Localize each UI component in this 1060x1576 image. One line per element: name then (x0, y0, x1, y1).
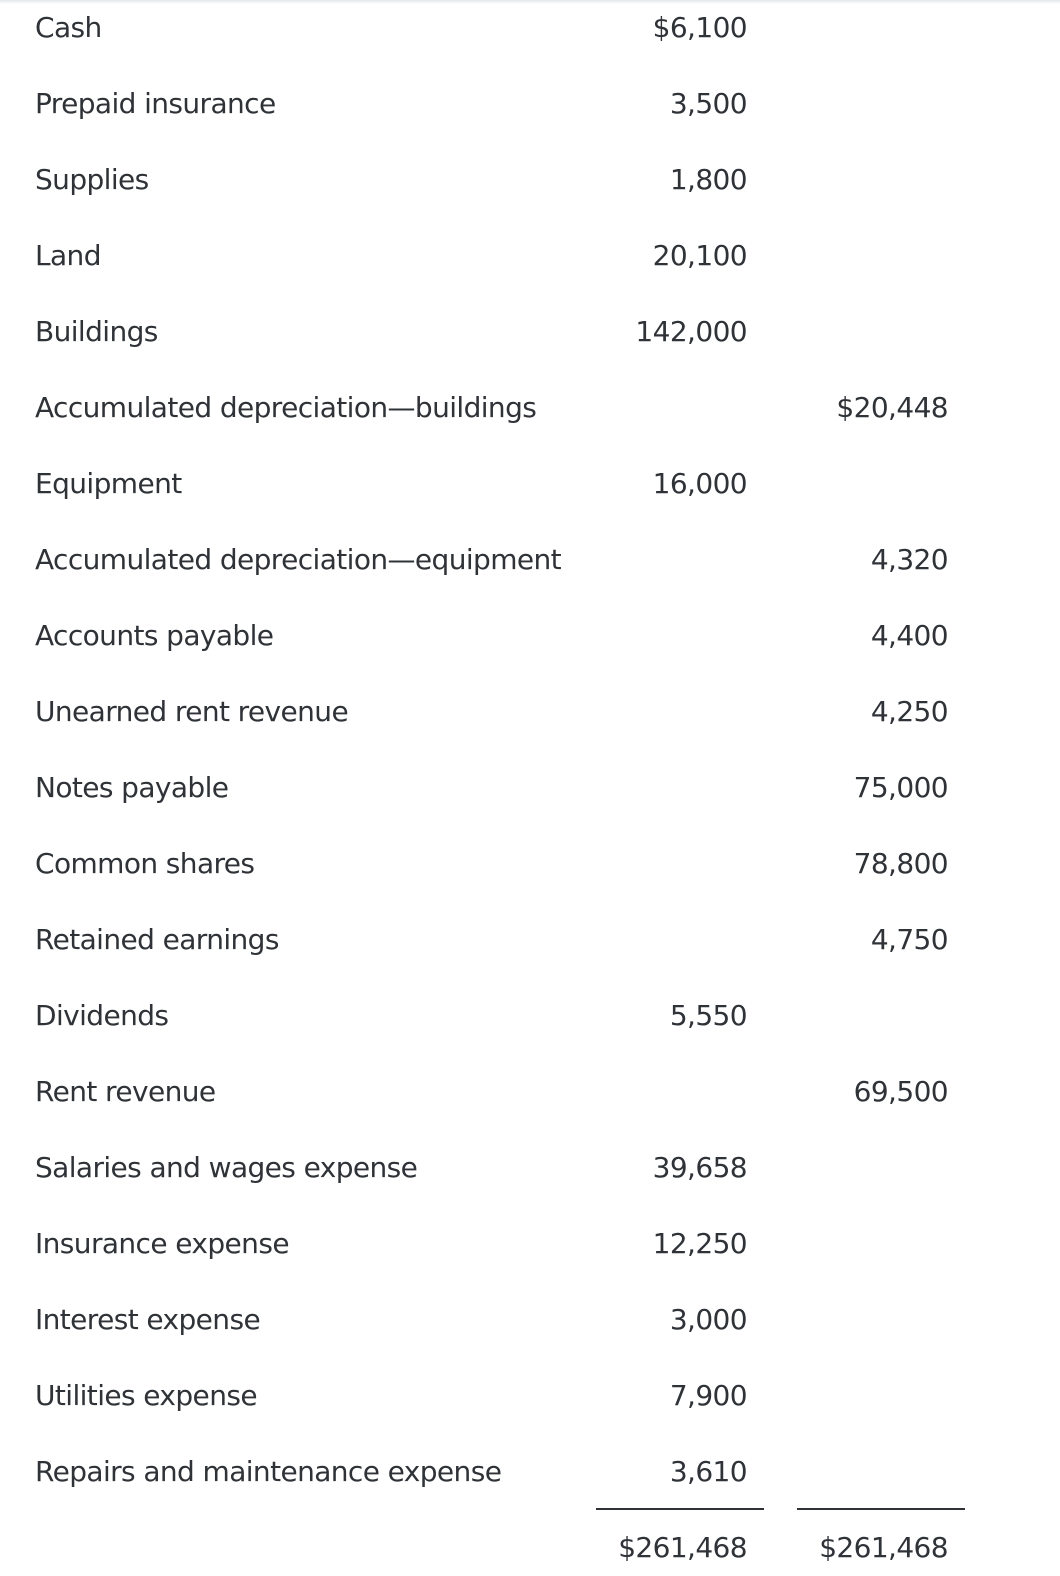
account-name: Common shares (35, 847, 255, 880)
debit-amount: 7,900 (669, 1379, 747, 1412)
credit-amount: 69,500 (853, 1075, 948, 1108)
account-name: Salaries and wages expense (35, 1151, 418, 1184)
table-row (0, 1292, 1060, 1368)
table-row (0, 532, 1060, 608)
table-row (0, 760, 1060, 836)
account-name: Accumulated depreciation—equipment (35, 543, 562, 576)
credit-amount: 75,000 (853, 771, 948, 804)
table-row (0, 836, 1060, 912)
debit-amount: 20,100 (652, 239, 747, 272)
table-row (0, 684, 1060, 760)
account-name: Utilities expense (35, 1379, 257, 1412)
table-row (0, 1368, 1060, 1444)
account-name: Repairs and maintenance expense (35, 1455, 502, 1488)
table-row (0, 456, 1060, 532)
credit-total: $261,468 (819, 1531, 948, 1564)
account-name: Accounts payable (35, 619, 274, 652)
account-name: Accumulated depreciation—buildings (35, 391, 537, 424)
account-name: Retained earnings (35, 923, 279, 956)
account-name: Unearned rent revenue (35, 695, 349, 728)
debit-amount: 142,000 (635, 315, 747, 348)
credit-amount: 78,800 (853, 847, 948, 880)
debit-amount: 3,500 (669, 87, 747, 120)
account-name: Buildings (35, 315, 158, 348)
debit-amount: 12,250 (652, 1227, 747, 1260)
debit-amount: $6,100 (652, 11, 747, 44)
table-row (0, 380, 1060, 456)
account-name: Cash (35, 11, 102, 44)
table-row (0, 1064, 1060, 1140)
table-row (0, 152, 1060, 228)
table-row (0, 608, 1060, 684)
table-row (0, 1216, 1060, 1292)
debit-amount: 5,550 (669, 999, 747, 1032)
account-name: Prepaid insurance (35, 87, 276, 120)
table-row (0, 76, 1060, 152)
debit-amount: 39,658 (652, 1151, 747, 1184)
account-name: Land (35, 239, 101, 272)
account-name: Notes payable (35, 771, 229, 804)
account-name: Interest expense (35, 1303, 261, 1336)
credit-amount: 4,750 (870, 923, 948, 956)
debit-amount: 3,000 (669, 1303, 747, 1336)
debit-total: $261,468 (618, 1531, 747, 1564)
account-name: Supplies (35, 163, 149, 196)
table-row (0, 0, 1060, 76)
credit-amount: $20,448 (836, 391, 948, 424)
debit-total-rule (596, 1508, 764, 1510)
debit-amount: 3,610 (669, 1455, 747, 1488)
table-row (0, 1140, 1060, 1216)
credit-amount: 4,320 (870, 543, 948, 576)
credit-total-rule (797, 1508, 965, 1510)
table-row (0, 988, 1060, 1064)
table-row (0, 304, 1060, 380)
account-name: Insurance expense (35, 1227, 289, 1260)
debit-amount: 16,000 (652, 467, 747, 500)
credit-amount: 4,400 (870, 619, 948, 652)
account-name: Rent revenue (35, 1075, 216, 1108)
table-row (0, 228, 1060, 304)
account-name: Dividends (35, 999, 169, 1032)
debit-amount: 1,800 (669, 163, 747, 196)
account-name: Equipment (35, 467, 182, 500)
table-row (0, 912, 1060, 988)
credit-amount: 4,250 (870, 695, 948, 728)
